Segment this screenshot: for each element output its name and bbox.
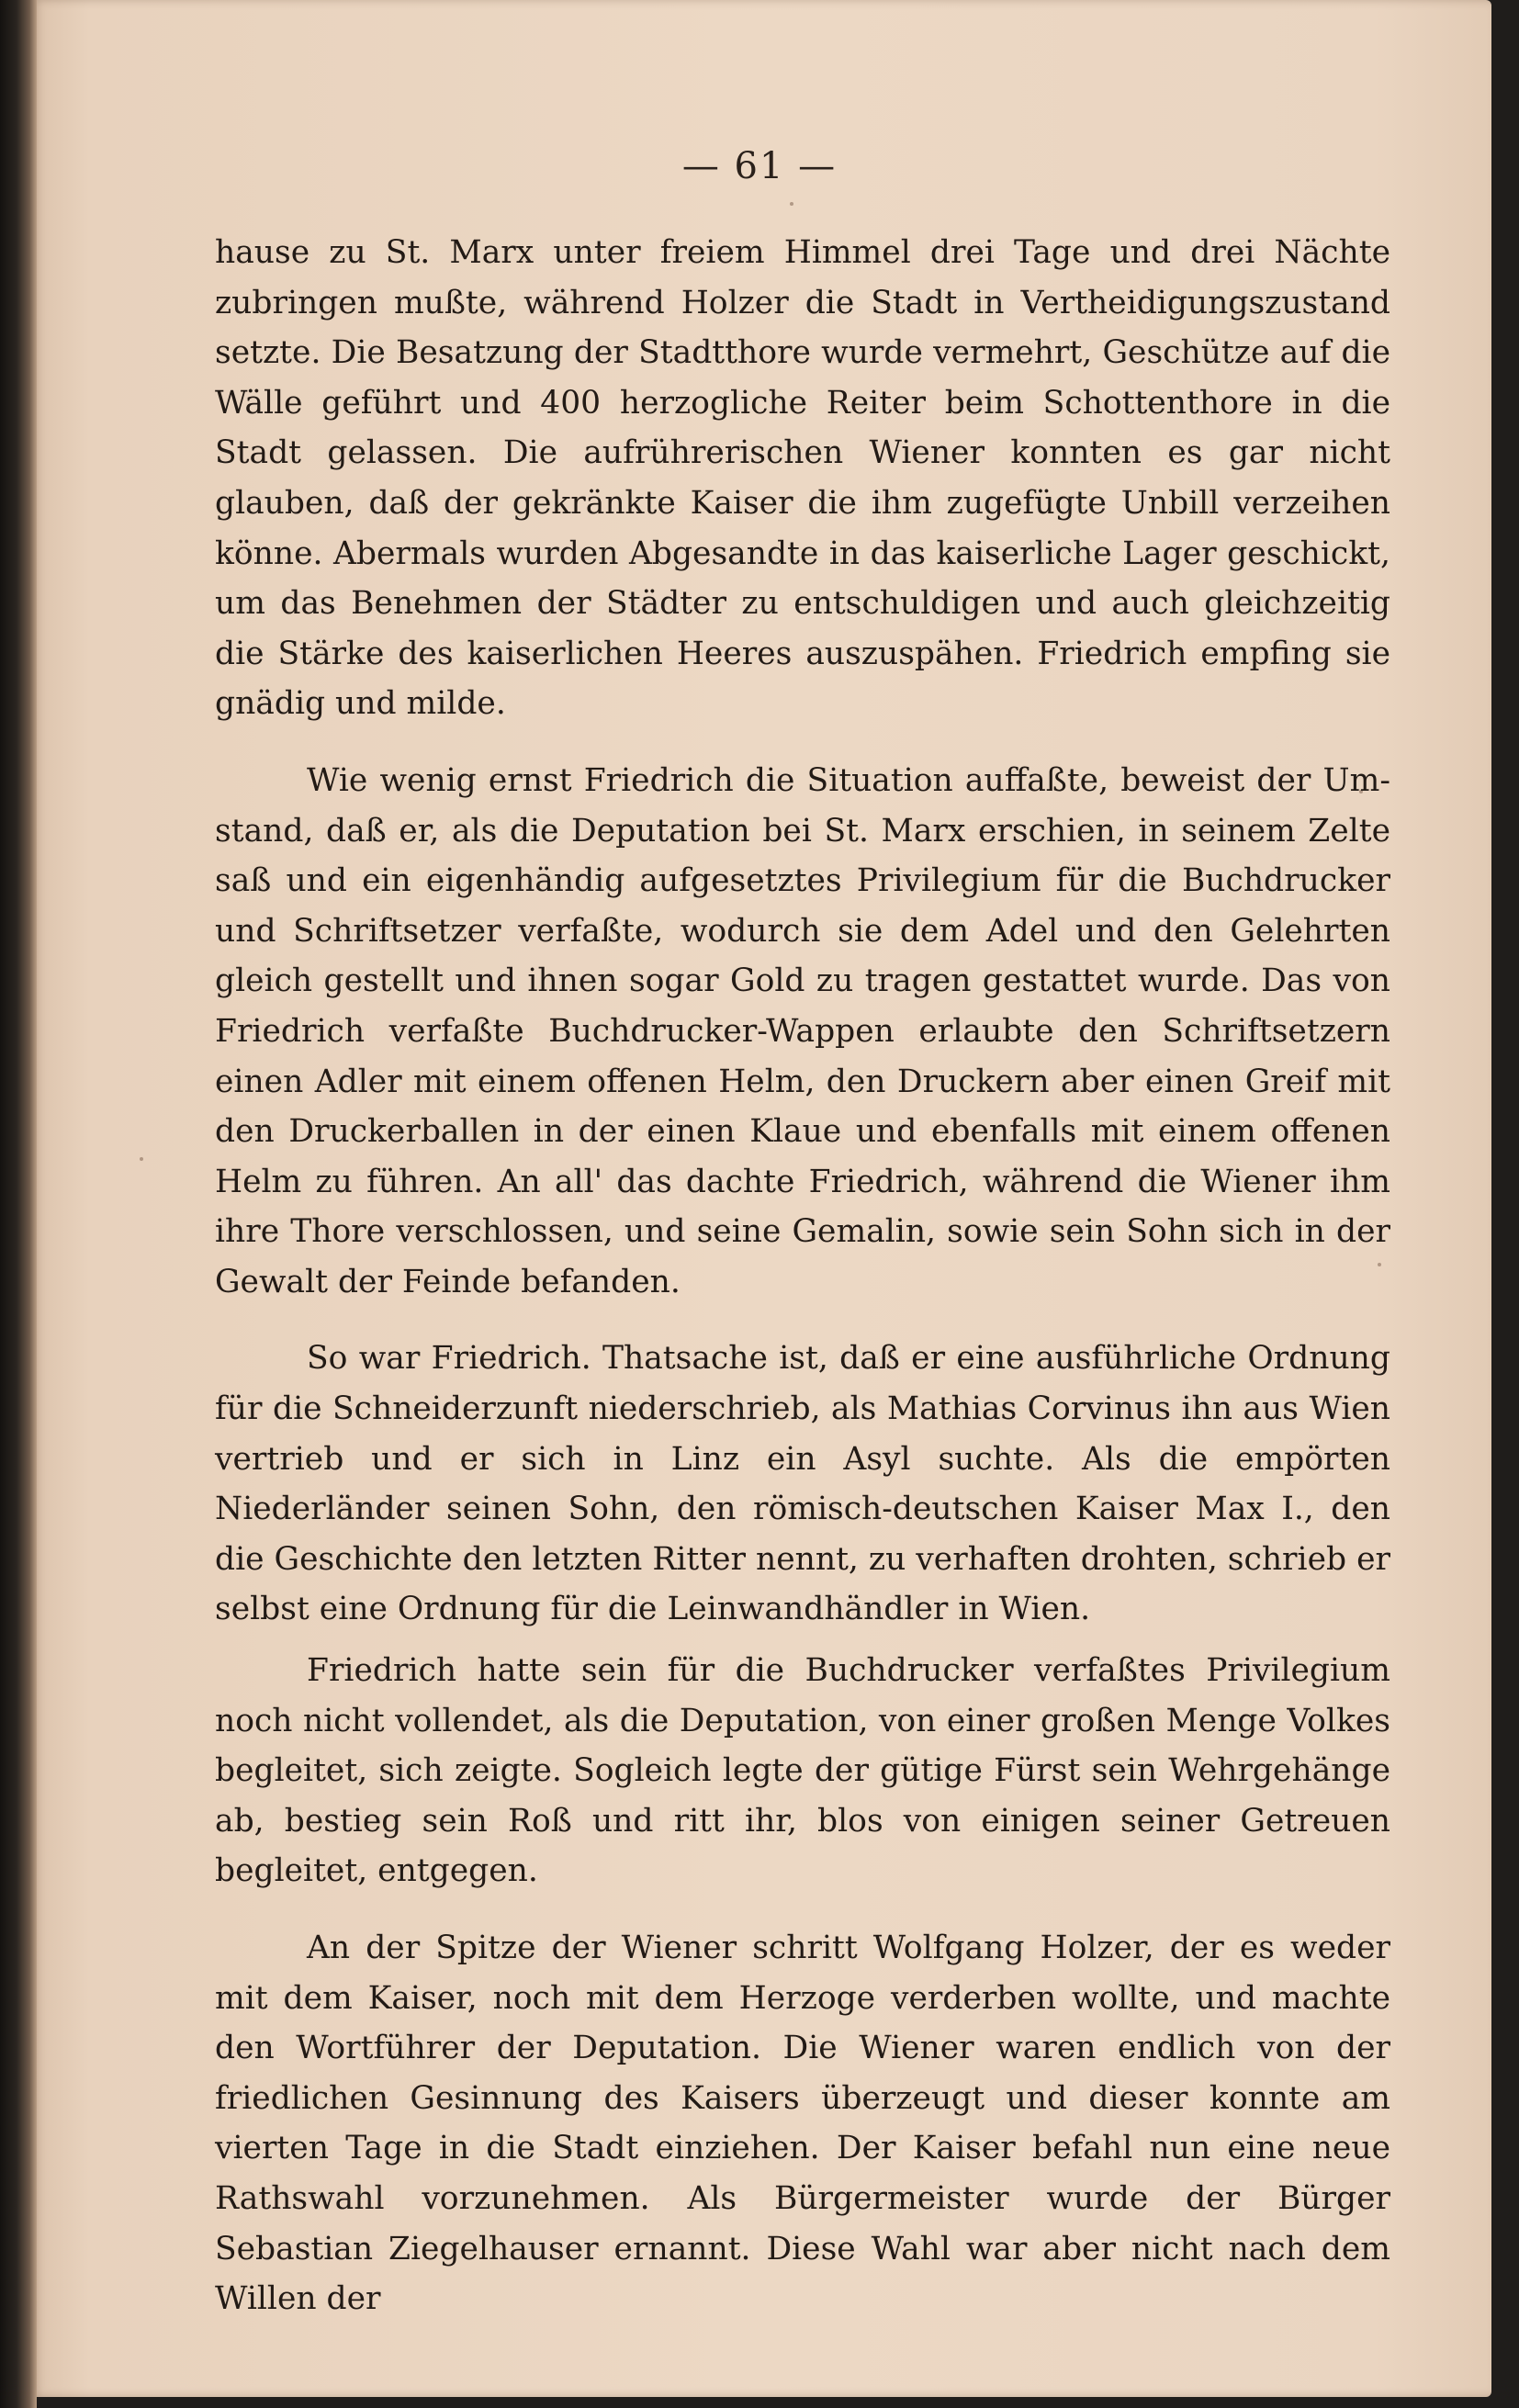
- paper-speck: [140, 1157, 143, 1161]
- paragraph-3: So war Friedrich. Thatsache ist, daß er eine ausführliche Ordnung für die Schneiderzunft niederschrieb, als Mathias Corvinus ihn aus Wien vertrieb und er sich in Linz ein Asyl suchte. Als die empörten Niederländer seinen Sohn, den römisch-deutschen Kaiser Max I., den die Geschichte den letzten Ritter nennt, zu verhaften drohten, schrieb er selbst eine Ordnung für die Leinwandhändler in Wien.: [215, 1340, 1390, 1628]
- paragraph-1: hause zu St. Marx unter freiem Himmel drei Tage und drei Nächte zubringen mußte, während Holzer die Stadt in Vertheidigungszustand setzte. Die Besatzung der Stadtthore wurde vermehrt, Geschütze auf die Wälle geführt und 400 herzogliche Reiter beim Schottenthore in die Stadt gelassen. Die aufrührerischen Wiener konnten es gar nicht glauben, daß der gekränkte Kaiser die ihm zugefügte Unbill verzeihen könne. Abermals wurden Abgesandte in das kaiserliche Lager geschickt, um das Benehmen der Städter zu entschuldigen und auch gleichzeitig die Stärke des kaiserlichen Heeres auszuspähen. Friedrich empfing sie gnädig und milde.: [215, 234, 1390, 723]
- paragraph-5: An der Spitze der Wiener schritt Wolfgang Holzer, der es weder mit dem Kaiser, noch mit dem Herzoge verderben wollte, und machte den Wortführer der Deputation. Die Wiener waren endlich von der friedlichen Gesinnung des Kaisers überzeugt und dieser konnte am vierten Tage in die Stadt einziehen. Der Kaiser befahl nun eine neue Rathswahl vorzunehmen. Als Bürgermeister wurde der Bürger Sebastian Ziegelhauser ernannt. Diese Wahl war aber nicht nach dem Willen der: [215, 1930, 1390, 2318]
- paragraph-4: Friedrich hatte sein für die Buchdrucker verfaßtes Privilegium noch nicht vollendet, als die Deputation, von einer großen Menge Volkes begleitet, sich zeigte. Sogleich legte der gütige Fürst sein Wehrgehänge ab, bestieg sein Roß und ritt ihr, blos von einigen seiner Getreuen begleitet, entgegen.: [215, 1652, 1390, 1890]
- book-binding-edge: [0, 0, 37, 2408]
- body-text: [215, 228, 1390, 2324]
- paragraph-2: Wie wenig ernst Friedrich die Situation auffaßte, beweist der Umstand, daß er, als die Deputation bei St. Marx erschien, in seinem Zelte saß und ein eigenhändig aufgesetztes Privilegium für die Buchdrucker und Schriftsetzer verfaßte, wodurch sie dem Adel und den Gelehrten gleich gestellt und ihnen sogar Gold zu tragen gestattet wurde. Das von Friedrich verfaßte Buchdrucker-Wappen erlaubte den Schriftsetzern einen Adler mit einem offenen Helm, den Druckern aber einen Greif mit den Druckerballen in der einen Klaue und ebenfalls mit einem offenen Helm zu führen. An all' das dachte Friedrich, während die Wiener ihm ihre Thore verschlossen, und seine Gemalin, sowie sein Sohn sich in der Gewalt der Feinde befanden.: [215, 761, 1390, 1300]
- paper-speck: [790, 202, 793, 206]
- page-number: — 61 —: [681, 145, 838, 187]
